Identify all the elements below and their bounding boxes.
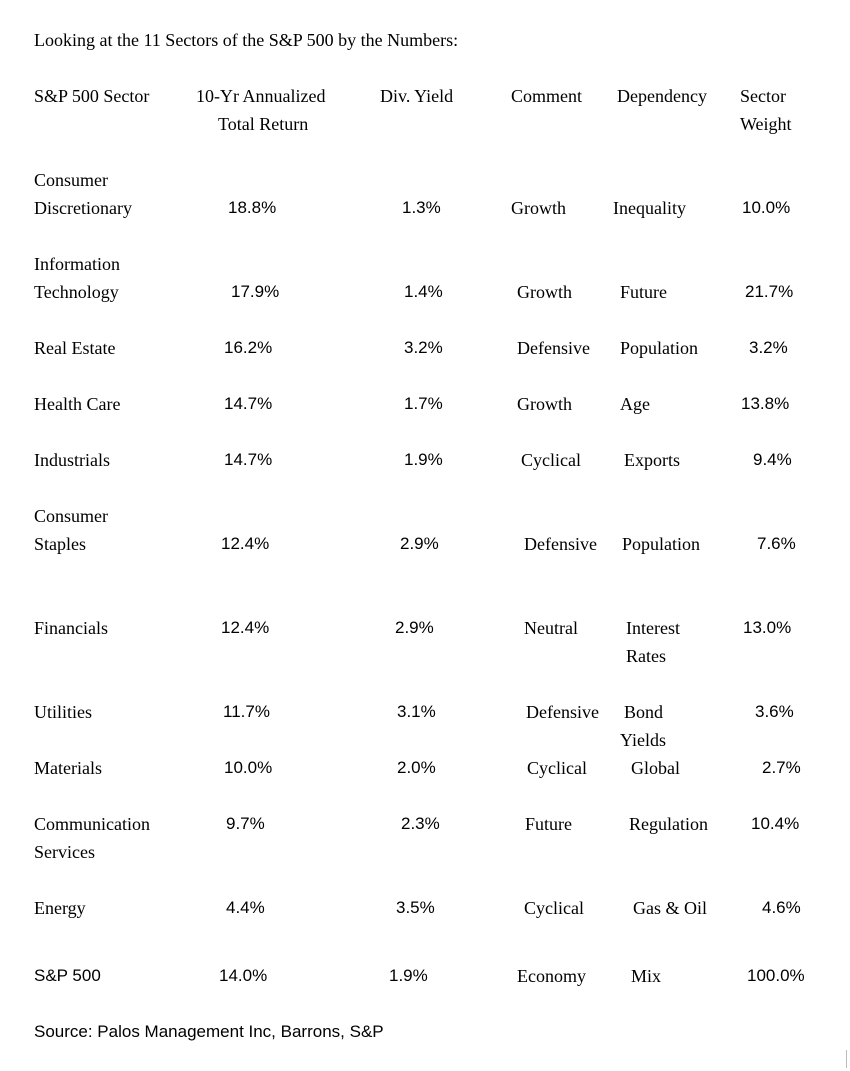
total-div-yield: 1.9% [389,966,428,985]
row10-sector-line2: Services [34,842,95,862]
total-sector: S&P 500 [34,966,101,985]
row11-return: 4.4% [226,898,265,917]
header-sector: S&P 500 Sector [34,86,150,106]
row10-sector-line1: Communication [34,814,150,834]
row6-weight: 7.6% [757,534,796,553]
row6-comment: Defensive [524,534,597,554]
row3-dependency: Population [620,338,699,358]
row9-return: 10.0% [224,758,273,777]
row1-dependency: Inequality [613,198,686,218]
row5-return: 14.7% [224,450,273,469]
row11-sector: Energy [34,898,86,918]
row2-sector-line2: Technology [34,282,119,302]
row2-sector-line1: Information [34,254,120,274]
total-comment: Economy [517,966,586,986]
source-note: Source: Palos Management Inc, Barrons, S&P [34,1022,384,1041]
row7-dependency-line2: Rates [626,646,666,666]
row5-weight: 9.4% [753,450,792,469]
row1-comment: Growth [511,198,566,218]
text-caret [846,1050,847,1068]
row3-sector: Real Estate [34,338,116,358]
row4-return: 14.7% [224,394,273,413]
header-dependency: Dependency [617,86,707,106]
row5-div-yield: 1.9% [404,450,443,469]
row2-return: 17.9% [231,282,280,301]
row11-comment: Cyclical [524,898,584,918]
row2-dependency: Future [620,282,667,302]
row7-div-yield: 2.9% [395,618,434,637]
row8-dependency-line2: Yields [620,730,667,750]
row11-dependency: Gas & Oil [633,898,707,918]
row10-weight: 10.4% [751,814,800,833]
row6-dependency: Population [622,534,701,554]
row7-sector: Financials [34,618,108,638]
row8-sector: Utilities [34,702,92,722]
header-weight-line2: Weight [740,114,792,134]
row8-return: 11.7% [223,702,270,721]
row7-comment: Neutral [524,618,578,638]
row2-comment: Growth [517,282,572,302]
header-comment: Comment [511,86,582,106]
row6-sector-line2: Staples [34,534,86,554]
row7-dependency-line1: Interest [626,618,680,638]
total-weight: 100.0% [747,966,805,985]
row6-div-yield: 2.9% [400,534,439,553]
header-return-line1: 10-Yr Annualized [196,86,326,106]
row3-return: 16.2% [224,338,273,357]
row4-div-yield: 1.7% [404,394,443,413]
row9-div-yield: 2.0% [397,758,436,777]
row10-return: 9.7% [226,814,265,833]
row9-sector: Materials [34,758,102,778]
row2-weight: 21.7% [745,282,794,301]
header-return-line2: Total Return [218,114,309,134]
header-div-yield: Div. Yield [380,86,454,106]
row4-weight: 13.8% [741,394,790,413]
row7-return: 12.4% [221,618,270,637]
row9-weight: 2.7% [762,758,801,777]
row11-div-yield: 3.5% [396,898,435,917]
row10-dependency: Regulation [629,814,708,834]
row8-div-yield: 3.1% [397,702,436,721]
row4-dependency: Age [620,394,650,414]
header-weight-line1: Sector [740,86,786,106]
row1-return: 18.8% [228,198,277,217]
row5-sector: Industrials [34,450,110,470]
row6-sector-line1: Consumer [34,506,108,526]
row8-weight: 3.6% [755,702,794,721]
row1-weight: 10.0% [742,198,791,217]
row11-weight: 4.6% [762,898,801,917]
page-title: Looking at the 11 Sectors of the S&P 500 by the Numbers: [34,30,459,50]
row10-comment: Future [525,814,572,834]
row4-comment: Growth [517,394,572,414]
row7-weight: 13.0% [743,618,792,637]
row1-sector-line2: Discretionary [34,198,132,218]
total-dependency: Mix [631,966,662,986]
row3-div-yield: 3.2% [404,338,443,357]
row8-comment: Defensive [526,702,599,722]
row1-div-yield: 1.3% [402,198,441,217]
row2-div-yield: 1.4% [404,282,443,301]
row9-dependency: Global [631,758,680,778]
row5-dependency: Exports [624,450,680,470]
row1-sector-line1: Consumer [34,170,108,190]
row3-comment: Defensive [517,338,590,358]
row8-dependency-line1: Bond [624,702,664,722]
row6-return: 12.4% [221,534,270,553]
row4-sector: Health Care [34,394,121,414]
row3-weight: 3.2% [749,338,788,357]
total-return: 14.0% [219,966,268,985]
row5-comment: Cyclical [521,450,581,470]
row10-div-yield: 2.3% [401,814,440,833]
row9-comment: Cyclical [527,758,587,778]
